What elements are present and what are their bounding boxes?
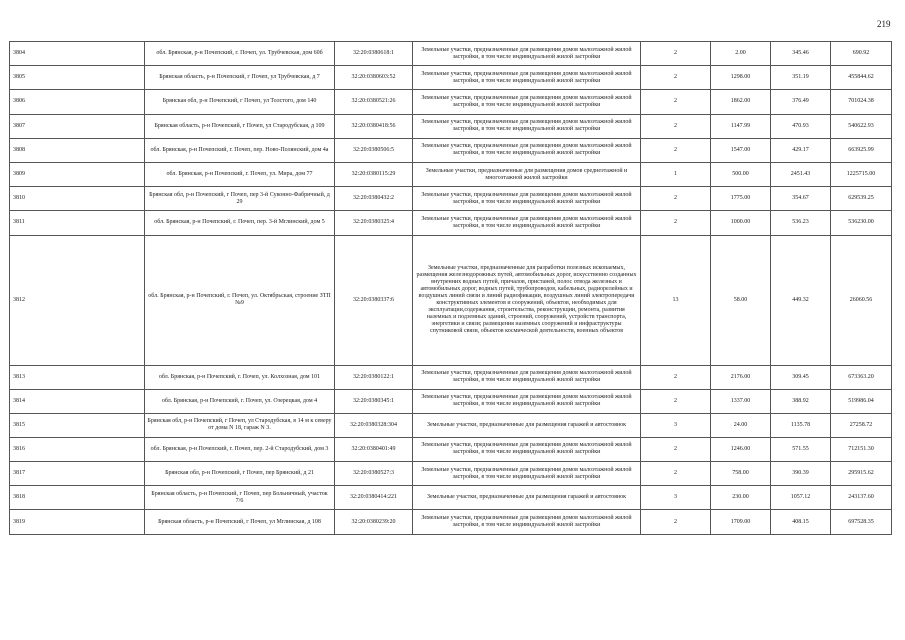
group-cell: 2: [641, 114, 711, 138]
area-cell: 1298.00: [711, 66, 771, 90]
cadastral-number-cell: 32:20:0380521:26: [335, 90, 413, 114]
cadastral-value-cell: 455844.62: [831, 66, 892, 90]
row-number: 3818: [10, 486, 145, 510]
cadastral-number-cell: 32:20:0380414:221: [335, 486, 413, 510]
land-use-cell: Земельные участки, предназначенные для размещения домов малоэтажной жилой застройки, в том числе индивидуальной жилой застройки: [413, 510, 641, 534]
group-cell: 2: [641, 42, 711, 66]
cadastral-value-cell: 663925.99: [831, 138, 892, 162]
specific-value-cell: 536.23: [771, 211, 831, 235]
table-row: [10, 437, 892, 461]
table-row: [10, 90, 892, 114]
address-cell: обл. Брянская, р-н Почепский, г. Почеп, ул. Озерецкая, дом 4: [145, 389, 335, 413]
land-use-cell: Земельные участки, предназначенные для размещения домов малоэтажной жилой застройки, в том числе индивидуальной жилой застройки: [413, 437, 641, 461]
cadastral-number-cell: 32:20:0380603:52: [335, 66, 413, 90]
group-cell: 2: [641, 187, 711, 211]
table-row: [10, 486, 892, 510]
row-number: 3810: [10, 187, 145, 211]
cadastral-value-cell: 519986.04: [831, 389, 892, 413]
table-row: [10, 114, 892, 138]
specific-value-cell: 470.93: [771, 114, 831, 138]
cadastral-number-cell: 32:20:0380418:56: [335, 114, 413, 138]
land-use-cell: Земельные участки, предназначенные для размещения домов малоэтажной жилой застройки, в том числе индивидуальной жилой застройки: [413, 365, 641, 389]
specific-value-cell: 1135.78: [771, 413, 831, 437]
area-cell: 1000.00: [711, 211, 771, 235]
specific-value-cell: 376.49: [771, 90, 831, 114]
specific-value-cell: 388.92: [771, 389, 831, 413]
cadastral-number-cell: 32:20:0380122:1: [335, 365, 413, 389]
row-number: 3812: [10, 235, 145, 365]
cadastral-number-cell: 32:20:0380337:6: [335, 235, 413, 365]
group-cell: 2: [641, 365, 711, 389]
specific-value-cell: 354.67: [771, 187, 831, 211]
table-row: [10, 138, 892, 162]
table-row: [10, 462, 892, 486]
cadastral-number-cell: 32:20:0380325:4: [335, 211, 413, 235]
area-cell: 230.00: [711, 486, 771, 510]
address-cell: обл. Брянская, р-н Почепский, г. Почеп, пер. 2-й Стародубский, дом 3: [145, 437, 335, 461]
row-number: 3819: [10, 510, 145, 534]
land-use-cell: Земельные участки, предназначенные для размещения домов среднеэтажной и многоэтажной жилой застройки: [413, 162, 641, 186]
specific-value-cell: 449.32: [771, 235, 831, 365]
row-number: 3809: [10, 162, 145, 186]
address-cell: Брянская область, р-н Почепский, г Почеп, ул Мглинская, д 108: [145, 510, 335, 534]
group-cell: 2: [641, 138, 711, 162]
table-row: [10, 510, 892, 534]
land-use-cell: Земельные участки, предназначенные для размещения домов малоэтажной жилой застройки, в том числе индивидуальной жилой застройки: [413, 42, 641, 66]
group-cell: 2: [641, 389, 711, 413]
address-cell: Брянская область, р-н Почепский, г Почеп, ул Стародубская, д 109: [145, 114, 335, 138]
table-row: [10, 413, 892, 437]
cadastral-value-cell: 295915.62: [831, 462, 892, 486]
cadastral-number-cell: 32:20:0380527:3: [335, 462, 413, 486]
row-number: 3806: [10, 90, 145, 114]
area-cell: 500.00: [711, 162, 771, 186]
land-use-cell: Земельные участки, предназначенные для разработки полезных ископаемых, размещения железнодорожных путей, автомобильных дорог, искусственно созданных внутренних водных путей, причалов, пристаней, полос отвода железных и автомобильных дорог, водных путей, трубопроводов, кабельных, радиорелейных и воздушных линий связи и линий радиофикации, воздушных линий электропередачи конструктивных элементов и сооружений, объектов, необходимых для эксплуатации,содержания, строительства, реконструкции, ремонта, развития наземных и подземных зданий, строений, сооружений, устройств транспорта, энергетики и связи; размещения наземных сооружений и инфраструктуры спутниковой связи, объектов космической деятельности, военных объектов: [413, 235, 641, 365]
group-cell: 2: [641, 437, 711, 461]
table-row: [10, 42, 892, 66]
row-number: 3808: [10, 138, 145, 162]
area-cell: 1709.00: [711, 510, 771, 534]
area-cell: 758.00: [711, 462, 771, 486]
row-number: 3813: [10, 365, 145, 389]
land-use-cell: Земельные участки, предназначенные для размещения домов малоэтажной жилой застройки, в том числе индивидуальной жилой застройки: [413, 462, 641, 486]
cadastral-value-table: [9, 41, 892, 535]
specific-value-cell: 309.45: [771, 365, 831, 389]
area-cell: 24.00: [711, 413, 771, 437]
cadastral-value-cell: 673363.20: [831, 365, 892, 389]
address-cell: обл. Брянская, р-н Почепский, г. Почеп, ул. Трубчевская, дом 60б: [145, 42, 335, 66]
specific-value-cell: 2451.43: [771, 162, 831, 186]
area-cell: 1862.00: [711, 90, 771, 114]
cadastral-number-cell: 32:20:0380401:49: [335, 437, 413, 461]
land-use-cell: Земельные участки, предназначенные для размещения домов малоэтажной жилой застройки, в том числе индивидуальной жилой застройки: [413, 211, 641, 235]
cadastral-value-cell: 697528.35: [831, 510, 892, 534]
specific-value-cell: 345.46: [771, 42, 831, 66]
specific-value-cell: 351.19: [771, 66, 831, 90]
land-use-cell: Земельные участки, предназначенные для размещения домов малоэтажной жилой застройки, в том числе индивидуальной жилой застройки: [413, 389, 641, 413]
cadastral-value-cell: 243137.60: [831, 486, 892, 510]
cadastral-value-cell: 701024.38: [831, 90, 892, 114]
cadastral-number-cell: 32:20:0380328:304: [335, 413, 413, 437]
table-row: [10, 235, 892, 365]
row-number: 3807: [10, 114, 145, 138]
land-use-cell: Земельные участки, предназначенные для размещения гаражей и автостоянок: [413, 413, 641, 437]
area-cell: 1246.00: [711, 437, 771, 461]
table-row: [10, 211, 892, 235]
area-cell: 58.00: [711, 235, 771, 365]
land-use-cell: Земельные участки, предназначенные для размещения гаражей и автостоянок: [413, 486, 641, 510]
group-cell: 2: [641, 90, 711, 114]
specific-value-cell: 1057.12: [771, 486, 831, 510]
group-cell: 1: [641, 162, 711, 186]
address-cell: Брянская обл, р-н Почепский, г Почеп, пер Брянский, д 21: [145, 462, 335, 486]
area-cell: 1337.00: [711, 389, 771, 413]
group-cell: 2: [641, 66, 711, 90]
group-cell: 2: [641, 510, 711, 534]
group-cell: 3: [641, 486, 711, 510]
address-cell: Брянская обл, р-н Почепский, г Почеп, ул Толстого, дом 140: [145, 90, 335, 114]
area-cell: 2176.00: [711, 365, 771, 389]
area-cell: 1775.00: [711, 187, 771, 211]
row-number: 3811: [10, 211, 145, 235]
cadastral-number-cell: 32:20:0380432:2: [335, 187, 413, 211]
cadastral-number-cell: 32:20:0380115:29: [335, 162, 413, 186]
cadastral-value-cell: 629539.25: [831, 187, 892, 211]
land-use-cell: Земельные участки, предназначенные для размещения домов малоэтажной жилой застройки, в том числе индивидуальной жилой застройки: [413, 114, 641, 138]
table-row: [10, 365, 892, 389]
land-use-cell: Земельные участки, предназначенные для размещения домов малоэтажной жилой застройки, в том числе индивидуальной жилой застройки: [413, 138, 641, 162]
cadastral-value-cell: 690.92: [831, 42, 892, 66]
cadastral-value-cell: 536230.00: [831, 211, 892, 235]
row-number: 3816: [10, 437, 145, 461]
address-cell: Брянская область, р-н Почепский, г Почеп, пер Больничный, участок 7/6: [145, 486, 335, 510]
row-number: 3804: [10, 42, 145, 66]
group-cell: 2: [641, 211, 711, 235]
address-cell: обл. Брянская, р-н Почепский, г. Почеп, ул. Мира, дом 77: [145, 162, 335, 186]
cadastral-number-cell: 32:20:0380345:1: [335, 389, 413, 413]
cadastral-value-cell: 27258.72: [831, 413, 892, 437]
row-number: 3805: [10, 66, 145, 90]
cadastral-value-cell: 26060.56: [831, 235, 892, 365]
page-number: 219: [877, 19, 891, 29]
specific-value-cell: 390.39: [771, 462, 831, 486]
land-use-cell: Земельные участки, предназначенные для размещения домов малоэтажной жилой застройки, в том числе индивидуальной жилой застройки: [413, 187, 641, 211]
address-cell: Брянская обл, р-н Почепский, г Почеп, пер 3-й Суконно-Фабричный, д 29: [145, 187, 335, 211]
row-number: 3814: [10, 389, 145, 413]
table-row: [10, 389, 892, 413]
row-number: 3815: [10, 413, 145, 437]
area-cell: 1147.99: [711, 114, 771, 138]
land-use-cell: Земельные участки, предназначенные для размещения домов малоэтажной жилой застройки, в том числе индивидуальной жилой застройки: [413, 90, 641, 114]
group-cell: 2: [641, 462, 711, 486]
address-cell: обл. Брянская, р-н Почепский, г. Почеп, ул. Октябрьская, строение ЗТП №9: [145, 235, 335, 365]
land-use-cell: Земельные участки, предназначенные для размещения домов малоэтажной жилой застройки, в том числе индивидуальной жилой застройки: [413, 66, 641, 90]
cadastral-value-cell: 540622.93: [831, 114, 892, 138]
table-row: [10, 66, 892, 90]
address-cell: обл. Брянская, р-н Почепский, г. Почеп, пер. Ново-Полянский, дом 4а: [145, 138, 335, 162]
group-cell: 3: [641, 413, 711, 437]
address-cell: Брянская область, р-н Почепский, г Почеп, ул Трубчевская, д 7: [145, 66, 335, 90]
row-number: 3817: [10, 462, 145, 486]
area-cell: 1547.00: [711, 138, 771, 162]
group-cell: 13: [641, 235, 711, 365]
cadastral-number-cell: 32:20:0380506:5: [335, 138, 413, 162]
area-cell: 2.00: [711, 42, 771, 66]
address-cell: обл. Брянская, р-н Почепский, г. Почеп, ул. Колхозная, дом 101: [145, 365, 335, 389]
cadastral-number-cell: 32:20:0380239:20: [335, 510, 413, 534]
address-cell: обл. Брянская, р-н Почепский, г. Почеп, пер. 3-й Мглинский, дом 5: [145, 211, 335, 235]
table-row: [10, 187, 892, 211]
specific-value-cell: 429.17: [771, 138, 831, 162]
specific-value-cell: 408.15: [771, 510, 831, 534]
specific-value-cell: 571.55: [771, 437, 831, 461]
cadastral-number-cell: 32:20:0380618:1: [335, 42, 413, 66]
cadastral-value-cell: 1225715.00: [831, 162, 892, 186]
address-cell: Брянская обл, р-н Почепский, г Почеп, ул Стародубская, в 14 м к северу от дома N 18, гараж N 3.: [145, 413, 335, 437]
table-row: [10, 162, 892, 186]
cadastral-value-cell: 712151.30: [831, 437, 892, 461]
